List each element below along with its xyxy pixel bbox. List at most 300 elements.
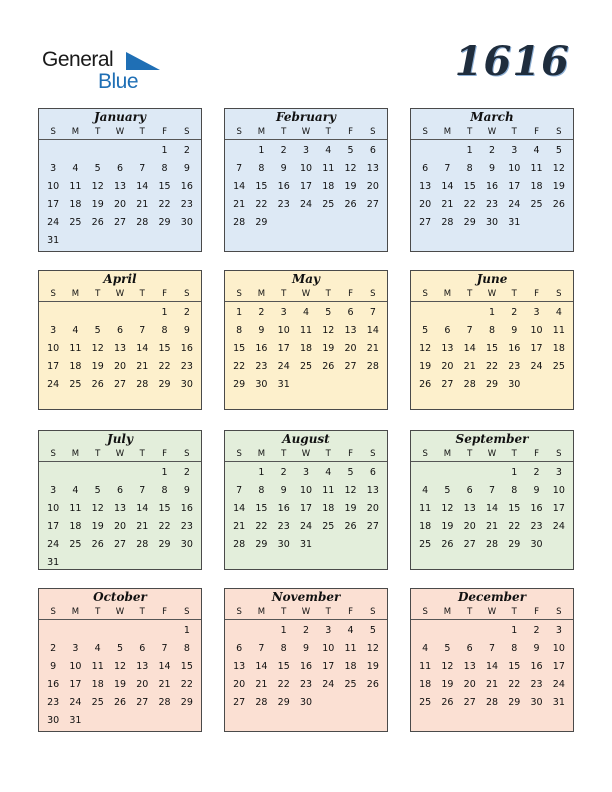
day-cell: 15 (233, 343, 246, 354)
weekday-header: T (139, 607, 145, 617)
day-cell: 30 (530, 697, 543, 708)
weekday-header: T (511, 449, 517, 459)
day-cell: 24 (552, 521, 565, 532)
day-cell: 7 (488, 485, 496, 496)
day-cell: 1 (511, 467, 518, 478)
weekday-header: S (184, 607, 190, 617)
day-cell: 14 (233, 181, 246, 192)
day-cell: 7 (369, 307, 376, 318)
day-cell: 15 (508, 661, 521, 672)
weekday-header: F (348, 449, 353, 459)
day-cell: 12 (441, 661, 454, 672)
day-cell: 24 (530, 361, 543, 372)
day-cell: 14 (233, 503, 246, 514)
day-cell: 5 (347, 467, 354, 478)
day-cell: 30 (530, 539, 543, 550)
day-cell: 20 (136, 679, 149, 690)
day-cell: 1 (161, 145, 168, 156)
day-cell: 2 (50, 643, 57, 654)
weekday-header-row (411, 287, 573, 302)
day-cell: 19 (91, 199, 104, 210)
day-cell: 13 (113, 181, 127, 192)
weekday-header: W (487, 607, 497, 617)
day-cell: 18 (299, 343, 313, 354)
empty-cell (250, 622, 272, 640)
day-cell: 9 (511, 325, 518, 336)
day-cell: 17 (299, 181, 313, 192)
weekday-header: W (115, 607, 125, 617)
day-cell: 19 (344, 503, 357, 514)
day-cell: 22 (508, 679, 521, 690)
day-cell: 10 (508, 163, 521, 174)
day-cell: 5 (369, 625, 376, 636)
day-cell: 18 (419, 679, 432, 690)
empty-cell (459, 304, 481, 322)
day-cell: 20 (113, 361, 127, 372)
day-cell: 26 (113, 697, 127, 708)
day-cell: 27 (463, 539, 476, 550)
weekday-header: W (487, 449, 497, 459)
day-cell: 3 (555, 467, 562, 478)
day-cell: 8 (236, 325, 243, 336)
day-grid (39, 462, 201, 572)
day-cell: 16 (180, 503, 193, 514)
day-cell: 8 (161, 163, 168, 174)
day-cell: 27 (233, 697, 246, 708)
weekday-header-row (411, 447, 573, 462)
day-cell: 13 (136, 661, 149, 672)
day-cell: 21 (441, 199, 454, 210)
brand-logo (42, 48, 172, 96)
day-grid (39, 620, 201, 730)
day-cell: 6 (466, 485, 473, 496)
day-cell: 6 (369, 467, 376, 478)
day-cell: 13 (419, 181, 432, 192)
weekday-header: T (325, 127, 331, 137)
day-cell: 7 (444, 163, 451, 174)
day-cell: 7 (236, 485, 243, 496)
day-cell: 10 (47, 503, 60, 514)
empty-cell (459, 464, 481, 482)
month-name: August (282, 432, 330, 446)
day-cell: 24 (299, 199, 313, 210)
day-cell: 6 (444, 325, 451, 336)
day-cell: 25 (69, 539, 82, 550)
day-cell: 29 (463, 217, 476, 228)
day-cell: 30 (180, 217, 193, 228)
day-cell: 18 (322, 503, 335, 514)
day-cell: 12 (344, 163, 357, 174)
month-name: June (476, 272, 508, 286)
weekday-header: T (281, 449, 287, 459)
day-cell: 26 (91, 379, 104, 390)
day-grid (411, 620, 573, 712)
day-cell: 25 (69, 379, 82, 390)
day-cell: 23 (180, 199, 193, 210)
day-cell: 28 (158, 697, 171, 708)
day-cell: 30 (485, 217, 499, 228)
weekday-header: S (422, 607, 428, 617)
day-cell: 31 (47, 235, 60, 246)
day-cell: 26 (91, 539, 104, 550)
day-cell: 24 (47, 539, 60, 550)
month-october (38, 588, 202, 732)
day-cell: 1 (280, 625, 287, 636)
day-cell: 31 (47, 557, 60, 568)
day-cell: 31 (552, 697, 565, 708)
day-cell: 23 (299, 679, 313, 690)
month-name: January (94, 110, 146, 124)
day-cell: 9 (280, 485, 287, 496)
day-cell: 7 (139, 485, 146, 496)
day-cell: 20 (344, 343, 357, 354)
day-cell: 14 (366, 325, 379, 336)
day-cell: 26 (344, 521, 357, 532)
weekday-header: T (325, 449, 331, 459)
weekday-header: S (556, 289, 562, 299)
weekday-header: S (50, 607, 56, 617)
day-cell: 29 (180, 697, 193, 708)
day-cell: 24 (508, 199, 521, 210)
day-cell: 24 (47, 217, 60, 228)
day-cell: 23 (277, 199, 290, 210)
weekday-header: W (487, 289, 497, 299)
weekday-header: S (556, 607, 562, 617)
weekday-header: W (301, 449, 311, 459)
day-cell: 9 (183, 485, 190, 496)
weekday-header: W (301, 607, 311, 617)
weekday-header: M (257, 289, 266, 299)
month-july (38, 430, 202, 570)
day-cell: 13 (366, 485, 379, 496)
day-cell: 17 (47, 199, 60, 210)
day-cell: 27 (113, 539, 127, 550)
day-cell: 27 (463, 697, 476, 708)
day-cell: 14 (463, 343, 476, 354)
day-cell: 12 (441, 503, 454, 514)
day-cell: 17 (47, 521, 60, 532)
day-cell: 16 (530, 503, 543, 514)
day-cell: 19 (366, 661, 379, 672)
day-cell: 23 (530, 521, 543, 532)
day-cell: 9 (258, 325, 265, 336)
day-cell: 21 (485, 679, 499, 690)
day-cell: 4 (422, 485, 429, 496)
day-cell: 22 (158, 521, 171, 532)
day-cell: 16 (180, 181, 193, 192)
weekday-header-row (39, 287, 201, 302)
day-cell: 1 (161, 467, 168, 478)
empty-cell (436, 622, 458, 640)
day-cell: 17 (552, 661, 565, 672)
day-cell: 16 (277, 181, 290, 192)
day-cell: 11 (299, 325, 313, 336)
day-cell: 22 (508, 521, 521, 532)
day-cell: 30 (180, 539, 193, 550)
day-cell: 2 (183, 145, 190, 156)
day-cell: 1 (466, 145, 473, 156)
weekday-header: M (257, 127, 266, 137)
day-cell: 15 (463, 181, 476, 192)
day-cell: 19 (441, 521, 454, 532)
empty-cell (87, 142, 109, 160)
day-cell: 12 (91, 181, 104, 192)
day-cell: 28 (233, 539, 246, 550)
weekday-header: S (422, 449, 428, 459)
day-cell: 19 (91, 361, 104, 372)
weekday-header: W (115, 289, 125, 299)
empty-cell (436, 304, 458, 322)
day-grid (225, 140, 387, 232)
day-cell: 30 (299, 697, 313, 708)
day-cell: 16 (180, 343, 193, 354)
weekday-header: M (443, 449, 452, 459)
day-grid (411, 302, 573, 394)
day-cell: 27 (441, 379, 454, 390)
day-cell: 29 (255, 217, 268, 228)
day-cell: 4 (94, 643, 101, 654)
day-cell: 14 (136, 181, 149, 192)
weekday-header: F (534, 449, 539, 459)
day-cell: 23 (180, 521, 193, 532)
weekday-header: T (325, 289, 331, 299)
day-cell: 28 (255, 697, 268, 708)
day-cell: 12 (322, 325, 335, 336)
day-cell: 3 (280, 307, 287, 318)
day-cell: 11 (419, 503, 432, 514)
day-cell: 17 (299, 503, 313, 514)
day-cell: 25 (552, 361, 565, 372)
day-cell: 7 (139, 325, 146, 336)
weekday-header: T (511, 127, 517, 137)
month-november (224, 588, 388, 732)
day-cell: 2 (258, 307, 265, 318)
day-cell: 18 (530, 181, 543, 192)
weekday-header: M (257, 607, 266, 617)
weekday-header: T (511, 607, 517, 617)
day-cell: 15 (255, 181, 268, 192)
day-cell: 2 (302, 625, 310, 636)
day-cell: 7 (466, 325, 473, 336)
day-cell: 27 (136, 697, 149, 708)
weekday-header: S (370, 607, 376, 617)
weekday-header: W (301, 289, 311, 299)
weekday-header-row (225, 287, 387, 302)
day-grid (411, 462, 573, 554)
day-cell: 28 (366, 361, 379, 372)
day-cell: 16 (485, 181, 499, 192)
day-cell: 29 (233, 379, 246, 390)
day-cell: 15 (277, 661, 290, 672)
day-cell: 4 (555, 307, 562, 318)
day-cell: 3 (50, 163, 57, 174)
day-cell: 25 (419, 539, 432, 550)
weekday-header: S (370, 127, 376, 137)
day-cell: 29 (158, 379, 171, 390)
day-cell: 8 (258, 485, 265, 496)
weekday-header: F (348, 607, 353, 617)
day-cell: 10 (322, 643, 335, 654)
day-cell: 17 (530, 343, 543, 354)
empty-cell (87, 622, 109, 640)
day-cell: 25 (530, 199, 543, 210)
weekday-header: M (443, 289, 452, 299)
day-cell: 26 (91, 217, 104, 228)
empty-cell (87, 464, 109, 482)
weekday-header: S (184, 289, 190, 299)
day-cell: 2 (533, 625, 540, 636)
day-cell: 29 (277, 697, 290, 708)
day-cell: 26 (441, 539, 454, 550)
weekday-header: S (556, 449, 562, 459)
day-cell: 19 (419, 361, 432, 372)
day-cell: 10 (552, 485, 565, 496)
day-cell: 17 (508, 181, 521, 192)
empty-cell (481, 464, 503, 482)
day-cell: 9 (533, 485, 540, 496)
day-cell: 18 (69, 521, 82, 532)
day-cell: 2 (511, 307, 518, 318)
day-cell: 17 (69, 679, 82, 690)
day-cell: 6 (116, 325, 124, 336)
month-february (224, 108, 388, 252)
day-cell: 14 (255, 661, 268, 672)
day-cell: 14 (441, 181, 454, 192)
empty-cell (64, 304, 86, 322)
day-cell: 1 (258, 145, 265, 156)
day-cell: 14 (136, 503, 149, 514)
day-cell: 1 (161, 307, 168, 318)
day-cell: 13 (233, 661, 246, 672)
day-cell: 30 (47, 715, 60, 726)
day-grid (411, 140, 573, 232)
day-cell: 6 (466, 643, 473, 654)
day-cell: 19 (441, 679, 454, 690)
day-cell: 28 (136, 539, 149, 550)
day-grid (225, 620, 387, 712)
day-cell: 30 (277, 539, 290, 550)
day-cell: 23 (255, 361, 268, 372)
day-cell: 22 (180, 679, 193, 690)
day-cell: 6 (139, 643, 146, 654)
day-cell: 3 (50, 485, 57, 496)
day-cell: 24 (552, 679, 565, 690)
day-cell: 16 (277, 503, 290, 514)
weekday-header: W (301, 127, 311, 137)
day-cell: 21 (136, 521, 149, 532)
day-cell: 17 (322, 661, 335, 672)
weekday-header: M (71, 607, 80, 617)
empty-cell (109, 622, 131, 640)
day-cell: 13 (366, 163, 379, 174)
weekday-header: S (184, 449, 190, 459)
weekday-header: T (467, 449, 473, 459)
empty-cell (109, 142, 131, 160)
day-cell: 8 (511, 485, 518, 496)
day-cell: 1 (183, 625, 190, 636)
weekday-header: S (236, 289, 242, 299)
month-name: October (93, 590, 147, 604)
month-name: December (457, 590, 527, 604)
weekday-header: S (422, 289, 428, 299)
day-cell: 29 (158, 217, 171, 228)
day-cell: 9 (280, 163, 287, 174)
day-cell: 20 (463, 679, 476, 690)
day-cell: 12 (419, 343, 432, 354)
day-grid (225, 302, 387, 394)
day-cell: 15 (255, 503, 268, 514)
empty-cell (42, 464, 64, 482)
weekday-header: T (139, 449, 145, 459)
day-cell: 22 (158, 199, 171, 210)
day-cell: 8 (488, 325, 496, 336)
day-cell: 27 (366, 199, 379, 210)
day-cell: 15 (508, 503, 521, 514)
weekday-header: T (467, 127, 473, 137)
day-cell: 27 (113, 217, 127, 228)
month-april (38, 270, 202, 410)
day-cell: 21 (463, 361, 476, 372)
day-cell: 18 (69, 361, 82, 372)
day-cell: 26 (344, 199, 357, 210)
day-cell: 6 (236, 643, 243, 654)
weekday-header: F (162, 289, 167, 299)
day-cell: 28 (233, 217, 246, 228)
day-cell: 13 (463, 661, 476, 672)
day-cell: 25 (322, 521, 335, 532)
weekday-header: S (236, 449, 242, 459)
empty-cell (131, 304, 153, 322)
day-cell: 4 (422, 643, 429, 654)
day-cell: 10 (299, 485, 313, 496)
day-cell: 17 (552, 503, 565, 514)
weekday-header-row (39, 447, 201, 462)
day-cell: 27 (344, 361, 357, 372)
day-cell: 5 (422, 325, 429, 336)
weekday-header: S (184, 127, 190, 137)
weekday-header: T (467, 289, 473, 299)
empty-cell (131, 622, 153, 640)
day-cell: 15 (158, 181, 171, 192)
day-cell: 12 (344, 485, 357, 496)
day-cell: 3 (511, 145, 518, 156)
empty-cell (414, 464, 436, 482)
weekday-header: S (370, 289, 376, 299)
day-cell: 4 (347, 625, 354, 636)
day-cell: 7 (488, 643, 496, 654)
day-cell: 23 (277, 521, 290, 532)
day-cell: 10 (299, 163, 313, 174)
day-cell: 14 (136, 343, 149, 354)
day-cell: 5 (444, 643, 451, 654)
weekday-header-row (225, 125, 387, 140)
day-cell: 16 (299, 661, 313, 672)
weekday-header: F (162, 449, 167, 459)
day-cell: 16 (508, 343, 521, 354)
month-january (38, 108, 202, 252)
day-cell: 22 (485, 361, 499, 372)
day-cell: 13 (463, 503, 476, 514)
day-cell: 12 (91, 343, 104, 354)
day-cell: 4 (302, 307, 310, 318)
day-cell: 10 (277, 325, 290, 336)
empty-cell (64, 142, 86, 160)
day-cell: 25 (91, 697, 104, 708)
weekday-header-row (411, 605, 573, 620)
day-cell: 6 (116, 163, 124, 174)
day-cell: 19 (91, 521, 104, 532)
day-cell: 11 (419, 661, 432, 672)
